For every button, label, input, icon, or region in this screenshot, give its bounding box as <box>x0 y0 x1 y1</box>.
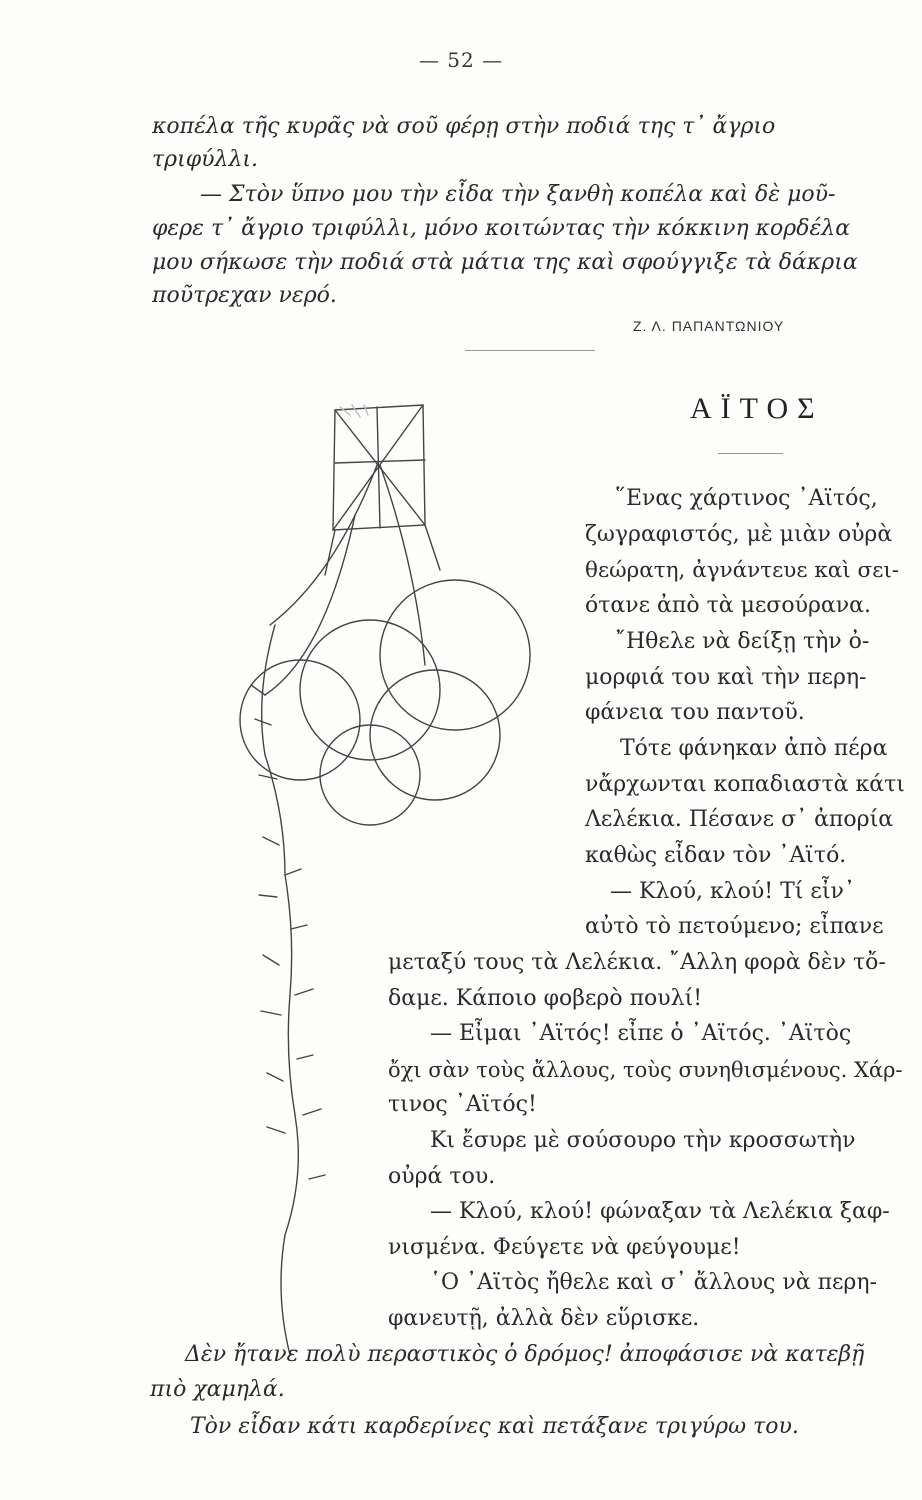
poem-line-13: αὐτὸ τὸ πετούμενο; εἶπανε <box>585 914 884 939</box>
poem-line-9: νἄρχωνται κοπαδιαστὰ κάτι <box>585 772 905 797</box>
intro-line-2: τριφύλλι. <box>152 147 259 172</box>
poem-line-23: ῾Ο ᾽Αϊτὸς ἤθελε καὶ σ᾽ ἄλλους νὰ περη- <box>430 1270 877 1295</box>
poem-line-4: ότανε ἀπὸ τὰ μεσούρανα. <box>585 593 871 618</box>
title-underline <box>718 453 783 454</box>
poem-line-18: τινος ᾽Αϊτός! <box>388 1092 537 1117</box>
page-number: — 52 — <box>418 48 504 72</box>
poem-line-22: νισμένα. Φεύγετε νὰ φεύγουμε! <box>388 1235 741 1260</box>
intro-line-6: ποῦτρεχαν νερό. <box>152 283 337 308</box>
kite-illustration <box>155 395 565 1375</box>
poem-line-12: — Κλού, κλού! Τί εἶν᾽ <box>610 879 855 904</box>
poem-line-25: Δὲν ἤτανε πολὺ περαστικὸς ὁ δρόμος! ἀποφάσισε νὰ κατεβῇ <box>185 1342 865 1367</box>
poem-line-2: ζωγραφιστός, μὲ μιὰν οὐρὰ <box>585 522 893 547</box>
poem-line-3: θεώρατη, ἀγνάντευε καὶ σει- <box>585 558 900 583</box>
intro-line-4: φερε τ᾽ ἄγριο τριφύλλι, μόνο κοιτώντας τὴν κόκκινη κορδέλα <box>152 216 851 241</box>
poem-line-26: πιὸ χαμηλά. <box>150 1377 285 1402</box>
poem-line-19: Κι ἔσυρε μὲ σούσουρο τὴν κροσσωτὴν <box>430 1128 856 1153</box>
poem-line-14: μεταξύ τους τὰ Λελέκια. ῎Αλλη φορὰ δὲν τὄ- <box>388 950 886 975</box>
section-divider <box>465 350 595 351</box>
poem-line-10: Λελέκια. Πέσανε σ᾽ ἀπορία <box>585 807 894 832</box>
poem-line-27: Τὸν εἶδαν κάτι καρδερίνες καὶ πετάξανε τριγύρω του. <box>190 1414 799 1439</box>
poem-line-7: φάνεια του παντοῦ. <box>585 700 805 725</box>
poem-line-16: — Εἶμαι ᾽Αϊτός! εἶπε ὁ ᾽Αϊτός. ᾽Αϊτὸς <box>430 1021 852 1046</box>
poem-line-15: δαμε. Κάποιο φοβερὸ πουλί! <box>388 986 703 1011</box>
poem-line-6: μορφιά του καὶ τὴν περη- <box>585 665 867 690</box>
poem-line-20: οὐρά του. <box>388 1164 496 1189</box>
intro-line-3: — Στὸν ὕπνο μου τὴν εἶδα τὴν ξανθὴ κοπέλα καὶ δὲ μοῦ- <box>200 182 836 207</box>
intro-line-1: κοπέλα τῆς κυρᾶς νὰ σοῦ φέρῃ στὴν ποδιά της τ᾽ ἄγριο <box>152 114 776 139</box>
poem-line-11: καθὼς εἶδαν τὸν ᾽Αϊτό. <box>585 843 847 868</box>
intro-line-5: μου σήκωσε τὴν ποδιά στὰ μάτια της καὶ σφούγγιξε τὰ δάκρια <box>152 250 858 275</box>
poem-line-8: Τότε φάνηκαν ἀπὸ πέρα <box>620 736 888 761</box>
kite-tail <box>262 625 299 1355</box>
poem-line-24: φανευτῇ, ἀλλὰ δὲν εὕρισκε. <box>388 1306 700 1331</box>
author-signature: Ζ. Λ. ΠΑΠΑΝΤΩΝΙΟΥ <box>633 318 785 334</box>
poem-title: ΑΪΤΟΣ <box>690 392 824 425</box>
poem-line-5: ῎Ηθελε νὰ δείξῃ τὴν ὀ- <box>615 629 870 654</box>
poem-line-17: ὄχι σὰν τοὺς ἄλλους, τοὺς συνηθισμένους. Χάρ- <box>388 1058 903 1082</box>
poem-line-1: ῞Ενας χάρτινος ᾽Αϊτός, <box>615 486 878 511</box>
poem-line-21: — Κλού, κλού! φώναξαν τὰ Λελέκια ξαφ- <box>430 1199 890 1224</box>
